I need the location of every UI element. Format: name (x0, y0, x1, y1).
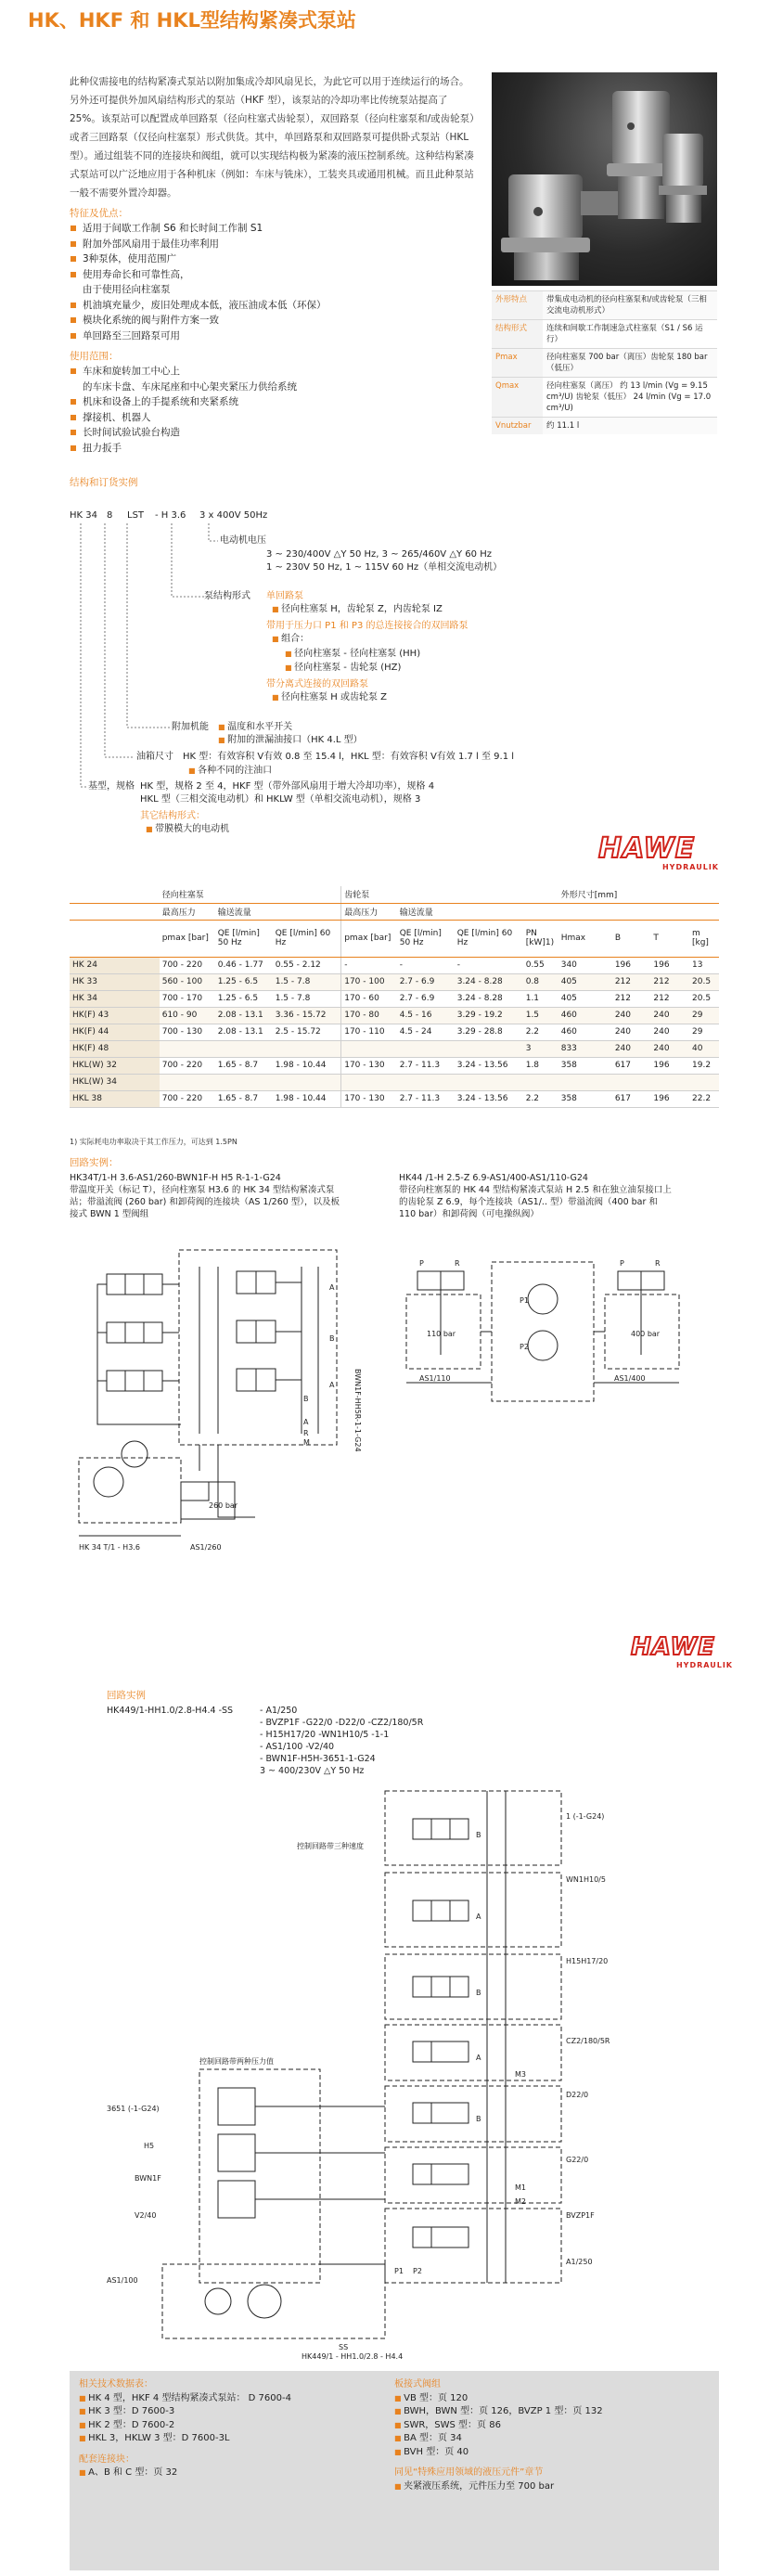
circuit-left-label: A (329, 1381, 335, 1389)
table-cell: 2.2 (523, 1024, 558, 1040)
circuit2-code-line: - AS1/100 -V2/40 (260, 1742, 335, 1752)
sub-header: 最高压力 (341, 903, 397, 920)
addon-item: ■ 温度和水平开关 (218, 722, 292, 733)
circuit2-misc: A (476, 1913, 481, 1921)
circuit2-code-line: - BVZP1F -G22/0 -D22/0 -CZ2/180/5R (260, 1718, 424, 1728)
table-cell: 29 (689, 1024, 719, 1040)
table-cell: 170 - 130 (341, 1090, 397, 1107)
table-cell (689, 1074, 719, 1090)
circuit-left-label: 260 bar (209, 1501, 238, 1510)
table-cell (455, 1040, 523, 1057)
model-cell: HK 24 (70, 957, 160, 973)
features-heading: 特征及优点： (70, 208, 128, 219)
table-cell: 170 - 130 (341, 1057, 397, 1074)
pump-units-illustration (492, 72, 717, 286)
circuit-heading: 回路实例： (70, 1157, 119, 1168)
table-cell: 196 (650, 1090, 689, 1107)
related-item: ■ SWR，SWS 型：页 86 (394, 2419, 710, 2433)
circuit2-code-line: - BWN1F-H5H-3651-1-G24 (260, 1754, 376, 1764)
logo-sub: HYDRAULIK (675, 1661, 733, 1669)
table-cell: 358 (558, 1057, 612, 1074)
circuit-left-label: B (329, 1334, 335, 1343)
circuit2-right-label: 1 (-1-G24) (566, 1812, 605, 1821)
table-cell: 3.29 - 28.8 (455, 1024, 523, 1040)
table-cell: 1.65 - 8.7 (215, 1057, 273, 1074)
circuit2-misc: SS (339, 2343, 349, 2351)
circuit2-misc: B (476, 1989, 481, 1997)
circuit-left-label: B (303, 1395, 309, 1403)
model-cell: HK(F) 48 (70, 1040, 160, 1057)
logo-sub: HYDRAULIK (661, 863, 719, 871)
table-cell: 3 (523, 1040, 558, 1057)
model-cell: HK 34 (70, 990, 160, 1007)
circuit2-misc: M2 (515, 2197, 526, 2206)
related-right-column (394, 2378, 710, 2493)
triple-circuit-item: ■ 径向柱塞泵 H 或齿轮泵 Z (272, 692, 387, 703)
circuit2-code-line: - A1/250 (260, 1706, 298, 1716)
table-cell: 212 (612, 973, 651, 990)
circuit-right-desc: 带径向柱塞泵的 HK 44 型结构紧凑式泵站 H 2.5 和在独立油泵接口上的齿轮泵 Z 6.9，每个连接块（AS1/.. 型）带溢流阀（400 bar 和 110 bar）和卸荷阀（可电操纵阀） (399, 1185, 672, 1219)
table-row (70, 973, 719, 990)
related-heading: 板接式阀组 (394, 2379, 441, 2389)
spec-table (492, 290, 717, 434)
table-cell: 3.36 - 15.72 (273, 1007, 341, 1024)
application-item: 撑接机、机器人 (70, 410, 478, 426)
sub-header: 最高压力 (160, 903, 215, 920)
table-cell: 0.8 (523, 973, 558, 990)
circuit2-right-label: H15H17/20 (566, 1957, 609, 1965)
model-cell: HKL(W) 34 (70, 1074, 160, 1090)
table-cell: 2.7 - 6.9 (397, 990, 455, 1007)
table-cell: - (341, 957, 397, 973)
intro-paragraph: 此种仪需接电的结构紧凑式泵站以附加集成冷却风扇见长，为此它可以用于连续运行的场合。另外还可提供外加风扇结构形式的泵站（HKF 型），该泵站的冷却功率比传统泵站提高了 25%。该泵站可以配置成单回路泵（径向柱塞式齿轮泵），双回路泵（径向柱塞泵和/或齿轮泵）或者三回路泵（仅径向柱塞泵）形式供货。其中，单回路泵和双回路泵可提供卧式泵站（HKL 型）。通过组装不同的连接块和阀组，就可以实现结构极为紧凑的液压控制系统。这种结构紧凑式泵站可以广泛地应用于各种机床（例如：车床与铣床），工装夹具或通用机械。而且此种泵站一般不需要外置冷却器。 (70, 76, 475, 199)
table-cell: 1.1 (523, 990, 558, 1007)
table-row (70, 957, 719, 973)
model-cell: HKL(W) 32 (70, 1057, 160, 1074)
model-cell: HK 33 (70, 973, 160, 990)
table-cell: 1.25 - 6.5 (215, 990, 273, 1007)
table-cell: 405 (558, 990, 612, 1007)
order-code-pump: - H 3.6 (155, 510, 186, 521)
table-cell: 196 (650, 1057, 689, 1074)
spec-value: 径向柱塞泵（离压） 约 13 l/min (Vg = 9.15 cm³/U) 齿轮泵（低压） 24 l/min (Vg = 17.0 cm³/U) (543, 378, 717, 418)
applications-list (70, 364, 478, 456)
unit-header: pmax [bar] (341, 920, 397, 957)
table-cell: - (455, 957, 523, 973)
table-cell: 170 - 110 (341, 1024, 397, 1040)
circuit-left-label: HK 34 T/1 - H3.6 (79, 1543, 140, 1552)
application-item: 扭力扳手 (70, 441, 478, 457)
circuit-right-label: P1 (520, 1296, 529, 1305)
group-header: 外形尺寸[mm] (558, 886, 719, 903)
circuit-left-desc: 带温度开关（标记 T），径向柱塞泵 H3.6 的 HK 34 型结构紧凑式泵站；带溢流阀 (260 bar) 和卸荷阀的连接块（AS 1/260 型），以及板接式 BWN 1 型阀组 (70, 1185, 340, 1219)
single-circuit-item: ■ 径向柱塞泵 H，齿轮泵 Z，内齿轮泵 IZ (272, 604, 443, 615)
table-cell: 1.98 - 10.44 (273, 1057, 341, 1074)
related-item: ■ BWH，BWN 型：页 126，BVZP 1 型：页 132 (394, 2405, 710, 2419)
table-cell: 170 - 60 (341, 990, 397, 1007)
circuit2-right-label: WN1H10/5 (566, 1875, 606, 1884)
table-cell: 170 - 80 (341, 1007, 397, 1024)
circuit2-left-label: H5 (144, 2142, 155, 2150)
model-cell: HKL 38 (70, 1090, 160, 1107)
table-cell: 3.24 - 13.56 (455, 1090, 523, 1107)
table-cell: 460 (558, 1024, 612, 1040)
circuit2-code-line: 3 ~ 400/230V △Y 50 Hz (260, 1766, 365, 1776)
related-item: ■ HK 2 型：D 7600-2 (79, 2419, 385, 2433)
table-cell: 4.5 - 16 (397, 1007, 455, 1024)
circuit2-note: 控制回路带两种压力值 (199, 2057, 274, 2066)
data-table (70, 886, 719, 1108)
circuit2-misc: P1 (394, 2267, 404, 2275)
table-cell: 610 - 90 (160, 1007, 215, 1024)
table-cell: 1.5 - 7.8 (273, 973, 341, 990)
order-example-diagram (70, 509, 589, 815)
circuit-right-title: HK44 /1-H 2.5-Z 6.9-AS1/400-AS1/110-G24 (399, 1173, 588, 1183)
other-label: 其它结构形式： (140, 811, 205, 821)
circuit2-misc: M1 (515, 2183, 526, 2192)
table-cell (160, 1040, 215, 1057)
table-cell: 0.46 - 1.77 (215, 957, 273, 973)
circuit2-code-lines (260, 1705, 501, 1777)
table-cell (558, 1074, 612, 1090)
other-item: ■ 带膜模大的电动机 (146, 824, 230, 834)
circuit-right-label: 400 bar (631, 1330, 661, 1338)
table-cell: 2.5 - 15.72 (273, 1024, 341, 1040)
table-row (70, 1024, 719, 1040)
unit-header: QE [l/min] 50 Hz (215, 920, 273, 957)
table-cell: 240 (650, 1024, 689, 1040)
feature-item: 单回路至三回路泵可用 (70, 328, 478, 344)
table-cell: 700 - 220 (160, 957, 215, 973)
related-item: ■ BA 型：页 34 (394, 2432, 710, 2446)
table-row (70, 1057, 719, 1074)
volume-text: HK 型：有效容积 V有效 0.8 至 15.4 l，HKL 型：有效容积 V有效 1.7 l 至 9.1 l (183, 752, 515, 762)
combo-label: ■ 组合： (272, 634, 309, 645)
feature-item: 由于使用径向柱塞泵 (83, 284, 171, 295)
table-cell: 212 (650, 990, 689, 1007)
unit-header: QE [l/min] 50 Hz (397, 920, 455, 957)
circuit-right-label: AS1/110 (419, 1374, 451, 1383)
table-row (70, 990, 719, 1007)
triple-circuit-label: 带分离式连接的双回路泵 (266, 679, 368, 689)
circuit-left-label: M (303, 1438, 310, 1447)
unit-header: QE [l/min] 60 Hz (273, 920, 341, 957)
table-cell: 240 (612, 1024, 651, 1040)
model-cell: HK(F) 44 (70, 1024, 160, 1040)
spec-value: 约 11.1 l (543, 418, 717, 435)
table-cell (215, 1074, 273, 1090)
related-heading: 相关技术数据表： (79, 2379, 153, 2389)
circuit-right-label: R (455, 1259, 460, 1268)
related-info-box (70, 2371, 719, 2570)
other-item-text: 带膜模大的电动机 (155, 824, 230, 834)
table-cell: 4.5 - 24 (397, 1024, 455, 1040)
addon-label: 附加机能 (172, 722, 209, 732)
volume-item: ■ 各种不同的注油口 (188, 766, 272, 777)
feature-item: 模块化系统的阀与附件方案一致 (70, 313, 478, 328)
table-cell (273, 1074, 341, 1090)
table-cell (273, 1040, 341, 1057)
unit-header: QE [l/min] 60 Hz (455, 920, 523, 957)
table-cell (612, 1074, 651, 1090)
table-cell: 1.5 - 7.8 (273, 990, 341, 1007)
spec-key: Qmax (492, 378, 543, 418)
circuit2-left-label: 3651 (-1-G24) (107, 2105, 160, 2113)
related-item: ■ 夹紧液压系统，元件压力至 700 bar (394, 2480, 710, 2494)
table-cell (341, 1074, 397, 1090)
circuit2-misc: B (476, 1831, 481, 1839)
table-cell: 170 - 100 (341, 973, 397, 990)
table-cell: 700 - 220 (160, 1057, 215, 1074)
circuit2-heading: 回路实例 (107, 1690, 146, 1701)
table-cell (455, 1074, 523, 1090)
table-cell (341, 1040, 397, 1057)
application-item: 长时间试验试验台构造 (70, 425, 478, 441)
application-item: 车床和旋转加工中心上 (70, 364, 478, 380)
features-list (70, 221, 478, 343)
combo-item: ■ 径向柱塞泵 - 径向柱塞泵 (HH) (285, 649, 420, 660)
table-cell: 240 (612, 1040, 651, 1057)
table-row (70, 1090, 719, 1107)
table-cell: 212 (612, 990, 651, 1007)
base-text: HKL 型（三相交流电动机）和 HKLW 型（单相交流电动机），规格 3 (140, 794, 421, 805)
order-code-base: HK 34 (70, 510, 97, 521)
table-cell: 2.2 (523, 1090, 558, 1107)
table-cell: 22.2 (689, 1090, 719, 1107)
addon-item: ■ 附加的泄漏油接口（HK 4.L 型） (218, 735, 363, 746)
application-item: 机床和设备上的手提系统和夹紧系统 (70, 394, 478, 410)
circuit2-left-label: V2/40 (135, 2211, 157, 2220)
circuit2-code-label: HK449/1-HH1.0/2.8-H4.4 -SS (107, 1706, 234, 1716)
table-cell: 617 (612, 1057, 651, 1074)
logo-word: HAWE (631, 1633, 715, 1661)
order-code-size: 8 (107, 510, 113, 521)
circuit2-right-label: A1/250 (566, 2258, 593, 2266)
hawe-logo (598, 832, 719, 871)
table-cell: 240 (612, 1007, 651, 1024)
table-cell (650, 1074, 689, 1090)
table-cell: 2.7 - 6.9 (397, 973, 455, 990)
unit-header: pmax [bar] (160, 920, 215, 957)
unit-header: B (612, 920, 651, 957)
table-cell: 560 - 100 (160, 973, 215, 990)
table-cell: 2.08 - 13.1 (215, 1007, 273, 1024)
circuit-right-text (399, 1172, 677, 1220)
dual-circuit-label: 带用于压力口 P1 和 P3 的总连接接合的双回路泵 (266, 621, 469, 631)
spec-value: 径向柱塞泵 700 bar（离压）齿轮泵 180 bar（低压） (543, 349, 717, 378)
table-cell: 20.5 (689, 990, 719, 1007)
unit-header: PN [kW]1) (523, 920, 558, 957)
circuit2-caption: HK449/1 - HH1.0/2.8 - H4.4 (302, 2352, 404, 2361)
order-code-addon: LST (127, 510, 145, 521)
table-row (70, 1040, 719, 1057)
circuit-left-label: AS1/260 (190, 1543, 222, 1552)
table-cell (397, 1074, 455, 1090)
table-cell: 700 - 130 (160, 1024, 215, 1040)
circuit2-misc: P2 (413, 2267, 422, 2275)
table-cell: 700 - 220 (160, 1090, 215, 1107)
table-cell: 3.24 - 8.28 (455, 973, 523, 990)
circuit-right-label: P (419, 1259, 424, 1268)
sub-header: 输送流量 (397, 903, 523, 920)
circuit-diagram-large (107, 1782, 626, 2366)
circuit2-right-label: CZ2/180/5R (566, 2037, 610, 2045)
table-footnote: 1) 实际耗电功率取决于其工作压力，可达到 1.5PN (70, 1138, 237, 1146)
circuit-right-label: P (620, 1259, 624, 1268)
table-cell: 29 (689, 1007, 719, 1024)
circuit2-code-line: - H15H17/20 -WN1H10/5 -1-1 (260, 1730, 390, 1740)
feature-item: 附加外部风扇用于最佳功率利用 (70, 237, 478, 252)
pump-type-label: 泵结构形式 (204, 591, 250, 601)
table-cell: 1.98 - 10.44 (273, 1090, 341, 1107)
circuit-left-title: HK34T/1-H 3.6-AS1/260-BWN1F-H H5 R-1-1-G24 (70, 1173, 281, 1183)
circuit2-left-label: BWN1F (135, 2174, 161, 2183)
table-row (70, 1074, 719, 1090)
table-cell: 20.5 (689, 973, 719, 990)
table-cell: 460 (558, 1007, 612, 1024)
unit-header: Hmax (558, 920, 612, 957)
table-cell (215, 1040, 273, 1057)
motor-voltage-line: 3 ~ 230/400V △Y 50 Hz, 3 ~ 265/460V △Y 60 Hz (266, 549, 492, 560)
circuit-left-label: R (303, 1429, 309, 1437)
group-header: 齿轮泵 (341, 886, 523, 903)
spec-key: 结构形式 (492, 320, 543, 349)
table-cell: 1.25 - 6.5 (215, 973, 273, 990)
table-cell: 3.29 - 19.2 (455, 1007, 523, 1024)
logo-word: HAWE (598, 832, 696, 865)
motor-voltage-line: 1 ~ 230V 50 Hz, 1 ~ 115V 60 Hz（单相交流电动机） (266, 562, 503, 573)
circuit2-right-label: G22/0 (566, 2156, 589, 2164)
table-row (70, 1007, 719, 1024)
related-heading: 配套连接块： (79, 2454, 135, 2465)
feature-item: 机油填充量少，废旧处理成本低，液压油成本低（环保） (70, 298, 478, 314)
table-cell: 13 (689, 957, 719, 973)
hawe-logo (631, 1633, 733, 1669)
feature-item: 3种泵体，使用范围广 (70, 251, 478, 267)
sub-header: 输送流量 (215, 903, 341, 920)
table-cell: 617 (612, 1090, 651, 1107)
circuit-diagram-right (399, 1243, 687, 1429)
related-item: ■ HK 3 型：D 7600-3 (79, 2405, 385, 2419)
circuit-diagram-left (70, 1239, 362, 1554)
spec-key: Vnutzbar (492, 418, 543, 435)
circuit-left-label: A (303, 1418, 309, 1426)
feature-item: 使用寿命长和可靠性高， (70, 267, 478, 283)
table-cell: 2.7 - 11.3 (397, 1057, 455, 1074)
circuit-right-label: 110 bar (427, 1330, 456, 1338)
order-heading: 结构和订货实例 (70, 477, 138, 488)
table-cell: 0.55 - 2.12 (273, 957, 341, 973)
volume-label: 油箱尺寸 (136, 752, 173, 762)
unit-header: m [kg] (689, 920, 719, 957)
application-item: 的车床卡盘、车床尾座和中心架夹紧压力供给系统 (83, 380, 297, 393)
related-item: ■ HK 4 型，HKF 4 型结构紧凑式泵站： D 7600-4 (79, 2392, 385, 2406)
related-item: ■ BVH 型：页 40 (394, 2446, 710, 2460)
related-item: ■ VB 型：页 120 (394, 2392, 710, 2406)
circuit2-right-label: D22/0 (566, 2091, 589, 2099)
circuit2-left-label: AS1/100 (107, 2276, 138, 2285)
spec-value: 带集成电动机的径向柱塞泵和/或齿轮泵（三相交流电动机形式） (543, 291, 717, 320)
base-label: 基型，规格 (88, 781, 135, 792)
table-cell: 196 (650, 957, 689, 973)
table-cell: 0.55 (523, 957, 558, 973)
spec-key: Pmax (492, 349, 543, 378)
circuit-left-label: BWN1F-HH5R-1-1-G24 (353, 1369, 362, 1452)
circuit-right-label: AS1/400 (614, 1374, 646, 1383)
table-cell: 3.24 - 8.28 (455, 990, 523, 1007)
table-cell: 3.24 - 13.56 (455, 1057, 523, 1074)
related-left-column (79, 2378, 385, 2480)
unit-header: T (650, 920, 689, 957)
circuit2-misc: M3 (515, 2070, 526, 2079)
spec-key: 外形特点 (492, 291, 543, 320)
circuit2-right-label: BVZP1F (566, 2211, 595, 2220)
circuit2-note: 控制回路带三种速度 (297, 1842, 364, 1850)
model-cell: HK(F) 43 (70, 1007, 160, 1024)
product-photo (492, 72, 717, 286)
single-circuit-label: 单回路泵 (266, 591, 303, 601)
table-cell: 212 (650, 973, 689, 990)
spec-value: 连续和间歇工作制速急式柱塞泵（S1 / S6 运行） (543, 320, 717, 349)
table-cell: 405 (558, 973, 612, 990)
circuit-left-text (70, 1172, 348, 1220)
table-cell: 1.65 - 8.7 (215, 1090, 273, 1107)
applications-heading: 使用范围： (70, 351, 119, 362)
table-cell: - (397, 957, 455, 973)
motor-voltage-label: 电动机电压 (220, 535, 266, 546)
table-cell: 240 (650, 1007, 689, 1024)
feature-item: 适用于间歇工作制 S6 和长时间工作制 S1 (70, 221, 478, 237)
table-cell: 40 (689, 1040, 719, 1057)
circuit2-misc: A (476, 2054, 481, 2062)
order-code-voltage: 3 x 400V 50Hz (199, 510, 268, 521)
circuit2-misc: B (476, 2115, 481, 2123)
table-cell: 2.08 - 13.1 (215, 1024, 273, 1040)
circuit-right-label: R (655, 1259, 661, 1268)
data-table-body (70, 957, 719, 1107)
table-cell (160, 1074, 215, 1090)
table-cell: 196 (612, 957, 651, 973)
table-cell: 1.5 (523, 1007, 558, 1024)
table-cell: 358 (558, 1090, 612, 1107)
table-cell: 1.8 (523, 1057, 558, 1074)
page-title: HK、HKF 和 HKL型结构紧凑式泵站 (28, 9, 356, 32)
circuit-left-label: A (329, 1283, 335, 1292)
related-item: ■ A、B 和 C 型：页 32 (79, 2467, 385, 2480)
circuit-right-label: P2 (520, 1343, 529, 1351)
group-header: 径向柱塞泵 (160, 886, 341, 903)
table-cell: 340 (558, 957, 612, 973)
related-item: ■ HKL 3，HKLW 3 型：D 7600-3L (79, 2432, 385, 2446)
table-cell: 19.2 (689, 1057, 719, 1074)
table-cell: 833 (558, 1040, 612, 1057)
table-cell: 700 - 170 (160, 990, 215, 1007)
related-heading: 同见“特殊应用领域的液压元件”章节 (394, 2467, 544, 2478)
combo-item: ■ 径向柱塞泵 - 齿轮泵 (HZ) (285, 663, 401, 674)
table-cell (397, 1040, 455, 1057)
table-cell: 240 (650, 1040, 689, 1057)
base-text: HK 型，规格 2 至 4，HKF 型（带外部风扇用于增大冷却功率），规格 4 (140, 781, 435, 792)
table-cell (523, 1074, 558, 1090)
table-cell: 2.7 - 11.3 (397, 1090, 455, 1107)
